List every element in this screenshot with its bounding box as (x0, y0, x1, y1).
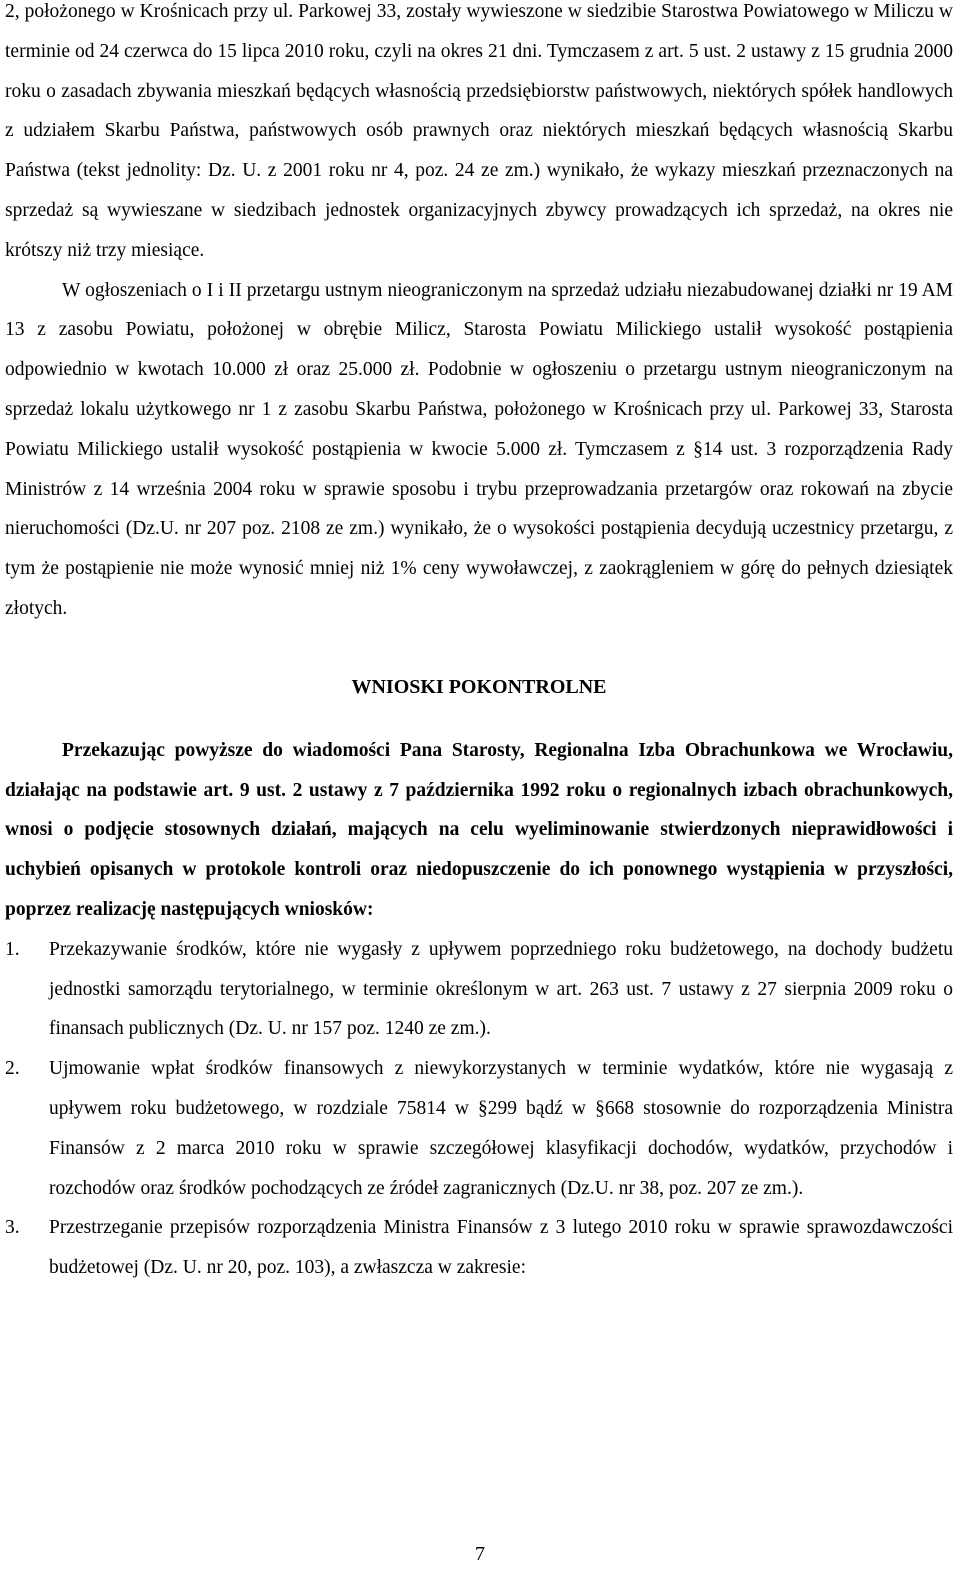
list-item-number: 2. (5, 1058, 20, 1080)
list-item (5, 930, 953, 1049)
list-item-number: 3. (5, 1217, 20, 1239)
list-item-number: 1. (5, 938, 20, 960)
section-heading: WNIOSKI POKONTROLNE (351, 675, 607, 698)
conclusion-intro: Przekazując powyższe do wiadomości Pana Starosty, Regionalna Izba Obrachunkowa we Wrocławiu, działając na podstawie art. 9 ust. 2 ustawy z 7 października 1992 roku o regionalnych izbach obrachunkowych, wnosi o podjęcie stosownych działań, mających na celu wyeliminowanie stwierdzonych nieprawidłowości i uchybień opisanych w protokole kontroli oraz niedopuszczenie do ich ponownego wystąpienia w przyszłości, poprzez realizację następujących wniosków: (5, 739, 953, 920)
paragraph-announcement-period: 2, położonego w Krośnicach przy ul. Parkowej 33, zostały wywieszone w siedzibie Starostwa Powiatowego w Miliczu w terminie od 24 czerwca do 15 lipca 2010 roku, czyli na okres 21 dni. Tymczasem z art. 5 ust. 2 ustawy z 15 grudnia 2000 roku o zasadach zbywania mieszkań będących własnością przedsiębiorstw państwowych, niektórych spółek handlowych z udziałem Skarbu Państwa, państwowych osób prawnych oraz niektórych mieszkań będących własnością Skarbu Państwa (tekst jednolity: Dz. U. z 2001 roku nr 4, poz. 24 ze zm.) wynikało, że wykazy mieszkań przeznaczonych na sprzedaż są wywieszane w siedzibach jednostek organizacyjnych zbywcy prowadzących ich sprzedaż, na okres nie krótszy niż trzy miesiące. (5, 1, 953, 261)
paragraph-bid-increment: W ogłoszeniach o I i II przetargu ustnym nieograniczonym na sprzedaż udziału niezabudowanej działki nr 19 AM 13 z zasobu Powiatu, położonej w obrębie Milicz, Starosta Powiatu Milickiego ustalił wysokość postąpienia odpowiednio w kwotach 10.000 zł oraz 25.000 zł. Podobnie w ogłoszeniu o przetargu ustnym nieograniczonym na sprzedaż lokalu użytkowego nr 1 z zasobu Skarbu Państwa, położonego w Krośnicach przy ul. Parkowej 33, Starosta Powiatu Milickiego ustalił wysokość postąpienia w kwocie 5.000 zł. Tymczasem z §14 ust. 3 rozporządzenia Rady Ministrów z 14 września 2004 roku w sprawie sposobu i trybu przeprowadzania przetargów oraz rokowań na zbycie nieruchomości (Dz.U. nr 207 poz. 2108 ze zm.) wynikało, że o wysokości postąpienia decydują uczestnicy przetargu, z tym że postąpienie nie może wynosić mniej niż 1% ceny wywoławczej, z zaokrągleniem w górę do pełnych dziesiątek złotych. (5, 279, 953, 619)
document-page (5, 0, 953, 1288)
list-item-text: Przestrzeganie przepisów rozporządzenia Ministra Finansów z 3 lutego 2010 roku w sprawie sprawozdawczości budżetowej (Dz. U. nr 20, poz. 103), a zwłaszcza w zakresie: (49, 1217, 953, 1279)
list-item-text: Ujmowanie wpłat środków finansowych z niewykorzystanych w terminie wydatków, które nie wygasają z upływem roku budżetowego, w rozdziale 75814 w §299 bądź w §668 stosownie do rozporządzenia Ministra Finansów z 2 marca 2010 roku w sprawie szczegółowej klasyfikacji dochodów, wydatków, przychodów i rozchodów oraz środków pochodzących ze źródeł zagranicznych (Dz.U. nr 38, poz. 207 ze zm.). (49, 1058, 953, 1199)
list-item-text: Przekazywanie środków, które nie wygasły z upływem poprzedniego roku budżetowego, na dochody budżetu jednostki samorządu terytorialnego, w terminie określonym w art. 263 ust. 7 ustawy z 27 sierpnia 2009 roku o finansach publicznych (Dz. U. nr 157 poz. 1240 ze zm.). (49, 938, 953, 1040)
page-number: 7 (475, 1543, 485, 1565)
list-item (5, 1208, 953, 1288)
recommendations-list (5, 930, 953, 1288)
list-item (5, 1049, 953, 1208)
